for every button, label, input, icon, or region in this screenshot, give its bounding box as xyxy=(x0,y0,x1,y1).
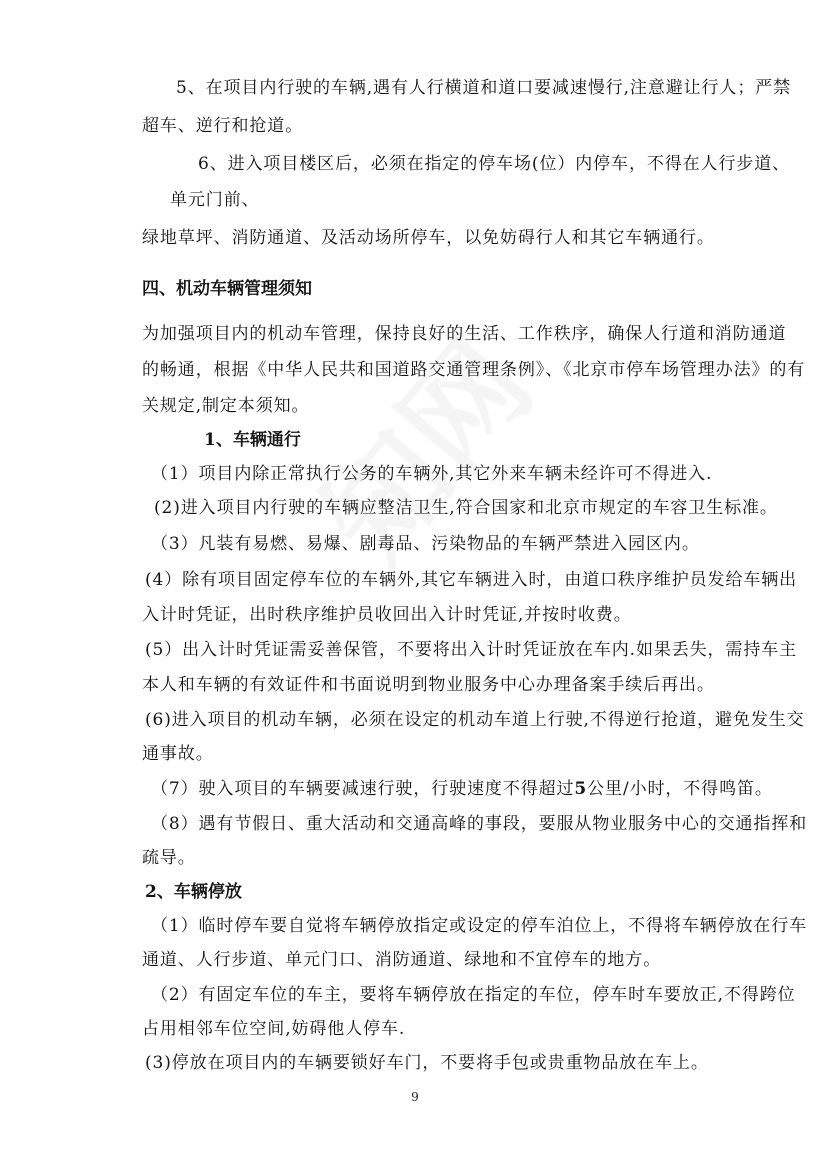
paragraph-line: 绿地草坪、消防通道、及活动场所停车，以免妨碍行人和其它车辆通行。 xyxy=(142,228,715,248)
line-text: （7）驶入项目的车辆要减速行驶，行驶速度不得超过 xyxy=(151,779,575,799)
paragraph-line: 6、进入项目楼区后，必须在指定的停车场(位）内停车，不得在人行步道、 xyxy=(198,154,791,174)
paragraph-line: (2)进入项目内行驶的车辆应整洁卫生,符合国家和北京市规定的车容卫生标准。 xyxy=(154,498,778,518)
paragraph-line: （8）遇有节假日、重大活动和交通高峰的事段，要服从物业服务中心的交通指挥和 xyxy=(151,814,808,834)
paragraph-line: 超车、逆行和抢道。 xyxy=(142,116,304,136)
paragraph-line: (3)停放在项目内的车辆要锁好车门，不要将手包或贵重物品放在车上。 xyxy=(145,1053,709,1073)
subsection-heading: 2、车辆停放 xyxy=(145,882,242,902)
paragraph-line: 为加强项目内的机动车管理，保持良好的生活、工作秩序，确保人行道和消防通道 xyxy=(142,324,787,344)
subsection-heading: 1、车辆通行 xyxy=(204,430,301,450)
paragraph-line: 关规定,制定本须知。 xyxy=(142,396,310,416)
paragraph-line: (5）出入计时凭证需妥善保管，不要将出入计时凭证放在车内.如果丢失，需持车主 xyxy=(145,640,798,660)
paragraph-line: （1）临时停车要自觉将车辆停放指定或设定的停车泊位上，不得将车辆停放在行车 xyxy=(151,916,808,936)
paragraph-line: 疏导。 xyxy=(142,848,196,868)
section-heading: 四、机动车辆管理须知 xyxy=(142,279,312,299)
paragraph-line: 占用相邻车位空间,妨碍他人停车. xyxy=(142,1019,406,1039)
paragraph-line: 通事故。 xyxy=(142,744,214,764)
paragraph-line: 入计时凭证，出时秩序维护员收回出入计时凭证,并按时收费。 xyxy=(142,605,632,625)
page-number: 9 xyxy=(411,1090,419,1104)
paragraph-line: （2）有固定车位的车主，要将车辆停放在指定的车位，停车时车要放正,不得跨位 xyxy=(151,985,796,1005)
paragraph-line: (6)进入项目的机动车辆，必须在设定的机动车道上行驶,不得逆行抢道，避免发生交 xyxy=(145,710,805,730)
paragraph-line: 的畅通，根据《中华人民共和国道路交通管理条例》、《北京市停车场管理办法》的有 xyxy=(142,360,806,380)
paragraph-line: 本人和车辆的有效证件和书面说明到物业服务中心办理备案手续后再出。 xyxy=(142,675,715,695)
paragraph-line: 通道、人行步道、单元门口、消防通道、绿地和不宜停车的地方。 xyxy=(142,950,662,970)
line-text: 公里/小时，不得鸣笛。 xyxy=(587,779,773,799)
paragraph-line: (4）除有项目固定停车位的车辆外,其它车辆进入时，由道口秩序维护员发给车辆出 xyxy=(145,570,798,590)
paragraph-line: （3）凡装有易燃、易爆、剧毒品、污染物品的车辆严禁进入园区内。 xyxy=(151,534,700,554)
paragraph-line: 5、在项目内行驶的车辆,遇有人行横道和道口要减速慢行,注意避让行人；严禁 xyxy=(176,78,792,98)
paragraph-line: （1）项目内除正常执行公务的车辆外,其它外来车辆未经许可不得进入. xyxy=(151,464,713,484)
paragraph-line: 单元门前、 xyxy=(170,190,260,210)
paragraph-line xyxy=(151,777,773,801)
speed-limit-value: 5 xyxy=(574,779,588,799)
